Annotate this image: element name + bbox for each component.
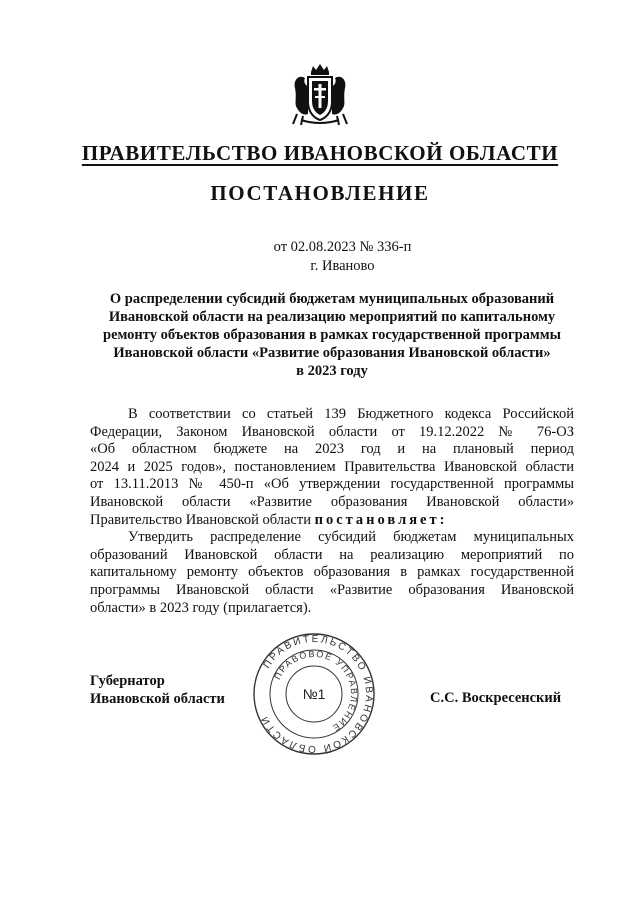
body-line: капитальному ремонту объектов образования в рамках государственной [90, 564, 574, 581]
body-line: 2024 и 2025 годов», постановлением Правительства Ивановской области [90, 458, 574, 475]
body-line: «Об областном бюджете на 2023 год и на плановый период [90, 441, 574, 458]
government-title: ПРАВИТЕЛЬСТВО ИВАНОВСКОЙ ОБЛАСТИ [81, 141, 559, 165]
official-stamp [252, 632, 376, 756]
coat-of-arms-icon [291, 62, 349, 126]
resolution-keyword: постановляет: [314, 511, 448, 528]
body-line-resolution [90, 512, 574, 530]
body-line: программы Ивановской области «Развитие образования Ивановской [90, 581, 574, 598]
document-type-title: ПОСТАНОВЛЕНИЕ [210, 181, 430, 205]
body-line: В соответствии со статьей 139 Бюджетного кодекса Российской [128, 406, 574, 422]
subject-line: Ивановской области на реализацию мероприятий по капитальному [108, 309, 556, 325]
subject-line: в 2023 году [296, 363, 368, 379]
subject-line: О распределении субсидий бюджетам муниципальных образований [109, 291, 555, 307]
position-line: Ивановской области [90, 691, 225, 707]
signatory-position [90, 672, 225, 708]
document-subject [88, 290, 576, 380]
body-line: области» в 2023 году (прилагается). [90, 599, 312, 616]
position-line: Губернатор [90, 673, 165, 689]
stamp-number: №1 [302, 686, 326, 702]
body-line: Утвердить распределение субсидий бюджетам муниципальных [128, 529, 574, 546]
stamp-inner-text: ПРАВОВОЕ УПРАВЛЕНИЕ [272, 648, 360, 734]
resolution-prefix: Правительство Ивановской области [90, 511, 315, 528]
body-line: Ивановской области «Развитие образования Ивановской области» [90, 493, 574, 510]
document-date-number: от 02.08.2023 № 336-п [273, 239, 412, 255]
subject-line: ремонту объектов образования в рамках государственной программы [103, 327, 561, 343]
stamp-outer-text: ПРАВИТЕЛЬСТВО ИВАНОВСКОЙ ОБЛАСТИ [258, 633, 375, 755]
document-city: г. Иваново [310, 258, 375, 274]
document-body [90, 406, 574, 617]
body-line: от 13.11.2013 № 450-п «Об утверждении государственной программы [90, 476, 574, 493]
body-line: образований Ивановской области на реализацию мероприятий по [90, 546, 574, 563]
subject-line: Ивановской области «Развитие образования Ивановской области» [113, 345, 551, 361]
body-line: Федерации, Законом Ивановской области от 19.12.2022 № 76-ОЗ [90, 423, 574, 440]
signatory-name: С.С. Воскресенский [430, 690, 562, 706]
